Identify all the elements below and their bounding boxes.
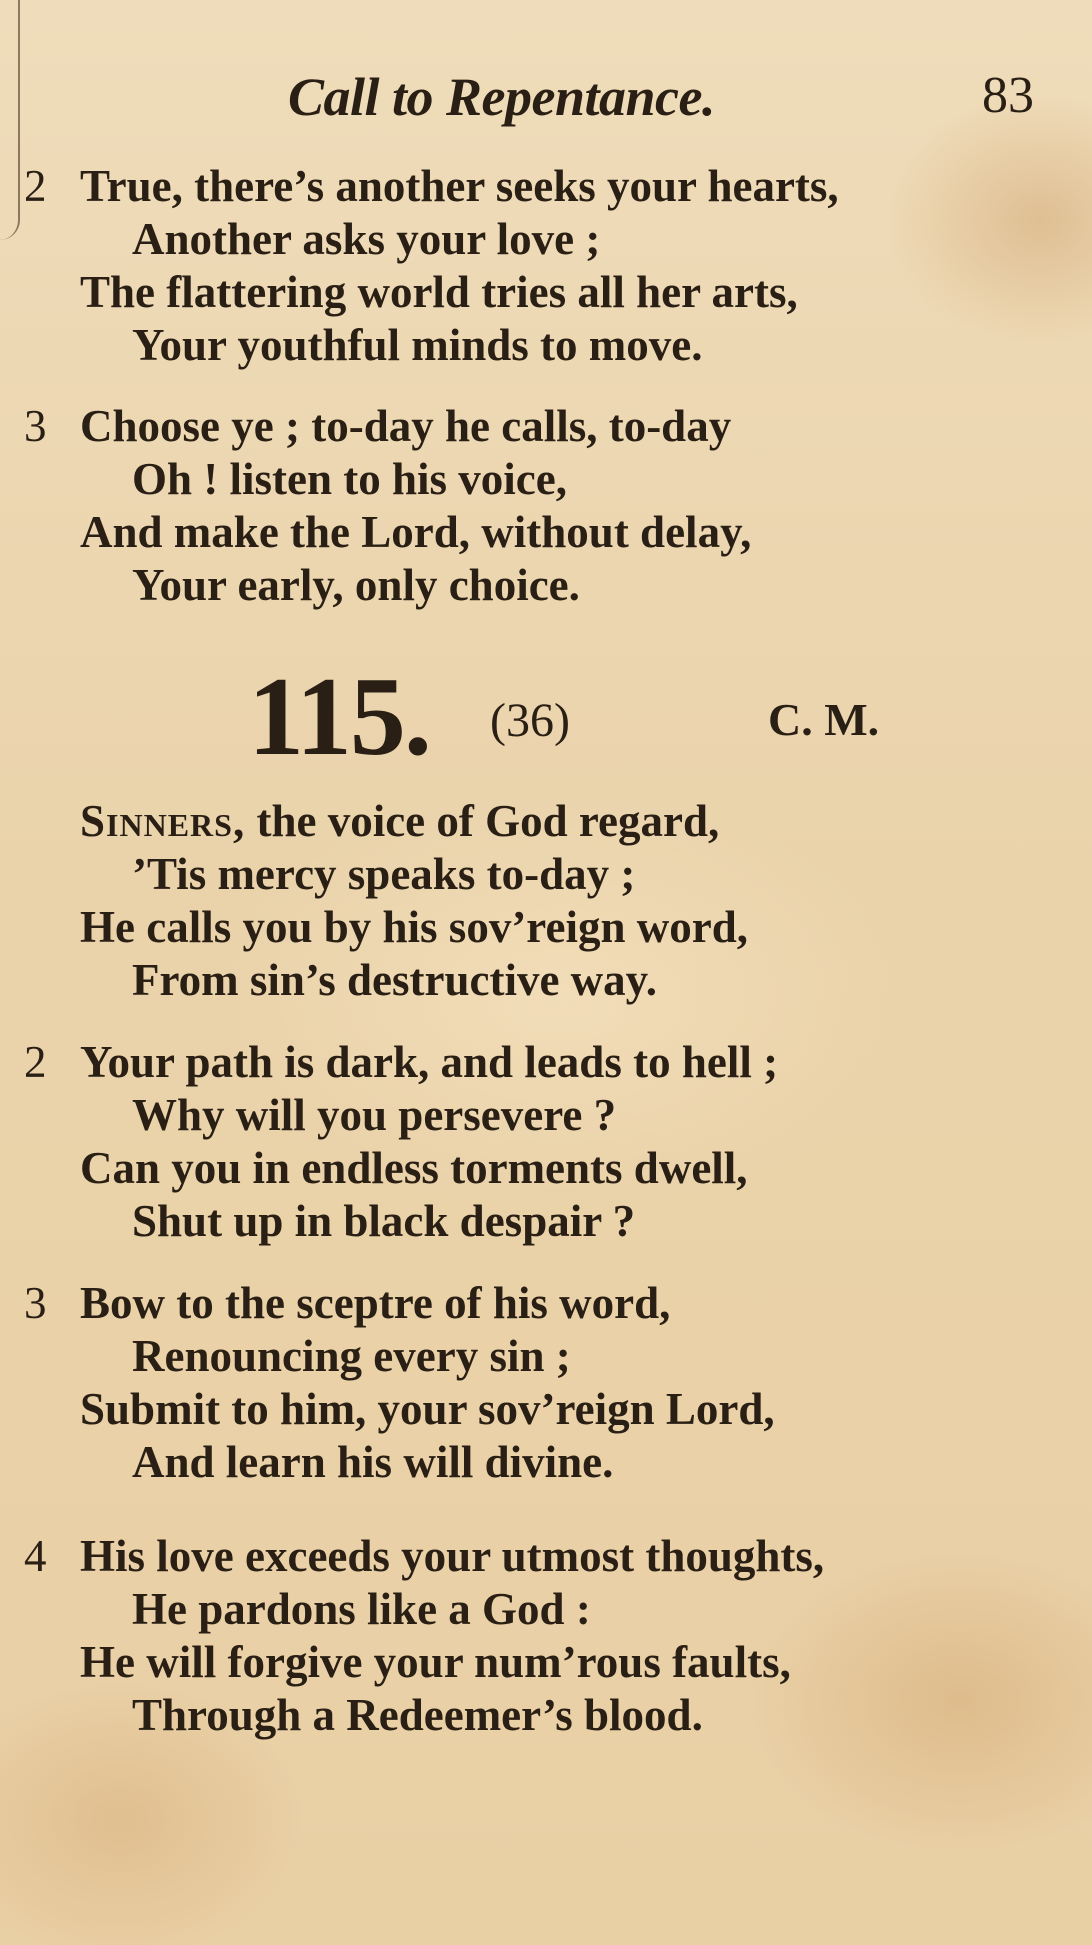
hymn-heading — [0, 655, 1092, 779]
verse-text: He pardons like a God : — [132, 1584, 591, 1634]
verse-line — [0, 506, 1092, 559]
verse-text: And learn his will divine. — [132, 1437, 614, 1487]
verse-line — [0, 1277, 1092, 1330]
verse-line — [0, 1383, 1092, 1436]
verse-text: Choose ye ; to-day he calls, to-day — [80, 401, 732, 451]
verse-line — [0, 1142, 1092, 1195]
verse-line — [0, 160, 1092, 213]
verse-line — [0, 1036, 1092, 1089]
verse-text: And make the Lord, without delay, — [80, 507, 752, 557]
hymn-stanza-3 — [0, 1277, 1092, 1489]
verse-text: He will forgive your num’rous faults, — [80, 1637, 791, 1687]
stanza-number: 3 — [24, 1278, 47, 1328]
verse-text: Your early, only choice. — [132, 560, 580, 610]
verse-line — [0, 319, 1092, 372]
verse-text: His love exceeds your utmost thoughts, — [80, 1531, 825, 1581]
hymn-stanza-2 — [0, 1036, 1092, 1248]
tune-reference: (36) — [490, 694, 570, 747]
verse-line — [0, 213, 1092, 266]
meter-label: C. M. — [768, 694, 880, 745]
verse-line — [0, 1530, 1092, 1583]
verse-text: Can you in endless torments dwell, — [80, 1143, 748, 1193]
verse-line — [0, 1330, 1092, 1383]
verse-line — [0, 901, 1092, 954]
verse-text: He calls you by his sov’reign word, — [80, 902, 748, 952]
verse-text: Shut up in black despair ? — [132, 1196, 636, 1246]
verse-text: Renouncing every sin ; — [132, 1331, 571, 1381]
verse-text: True, there’s another seeks your hearts, — [80, 161, 839, 211]
verse-line — [0, 1689, 1092, 1742]
hymn-number: 115. — [248, 655, 430, 779]
verse-text: Another asks your love ; — [132, 214, 601, 264]
verse-text: Bow to the sceptre of his word, — [80, 1278, 671, 1328]
hymn-stanza-1 — [0, 795, 1092, 1007]
verse-line — [0, 848, 1092, 901]
stanza-number: 4 — [24, 1531, 47, 1581]
verse-line — [0, 559, 1092, 612]
verse-text: From sin’s destructive way. — [132, 955, 657, 1005]
verse-text: Through a Redeemer’s blood. — [132, 1690, 703, 1740]
verse-text: Your path is dark, and leads to hell ; — [80, 1037, 779, 1087]
verse-line — [0, 266, 1092, 319]
running-title: Call to Repentance. — [288, 67, 715, 127]
verse-line — [0, 453, 1092, 506]
page-header — [0, 66, 1092, 136]
verse-text: The flattering world tries all her arts, — [80, 267, 798, 317]
stanza-number: 2 — [24, 1037, 47, 1087]
stanza-number: 3 — [24, 401, 47, 451]
verse-line — [0, 1089, 1092, 1142]
verse-text: Your youthful minds to move. — [132, 320, 703, 370]
hymn-stanza-4 — [0, 1530, 1092, 1742]
first-line-rest: the voice of God regard, — [245, 796, 720, 846]
verse-line — [0, 1195, 1092, 1248]
stanza-number: 2 — [24, 161, 47, 211]
verse-line — [0, 954, 1092, 1007]
verse-line — [0, 795, 1092, 848]
page-number: 83 — [982, 67, 1034, 124]
prev-hymn-stanza-2 — [0, 160, 1092, 372]
verse-line — [0, 400, 1092, 453]
first-word: Sinners, — [80, 796, 246, 846]
verse-line — [0, 1636, 1092, 1689]
verse-text: Oh ! listen to his voice, — [132, 454, 567, 504]
prev-hymn-stanza-3 — [0, 400, 1092, 612]
verse-text: Submit to him, your sov’reign Lord, — [80, 1384, 775, 1434]
verse-text: ’Tis mercy speaks to-day ; — [132, 849, 636, 899]
verse-line — [0, 1436, 1092, 1489]
verse-line — [0, 1583, 1092, 1636]
verse-text: Why will you persevere ? — [132, 1090, 617, 1140]
verse-text — [80, 795, 719, 848]
